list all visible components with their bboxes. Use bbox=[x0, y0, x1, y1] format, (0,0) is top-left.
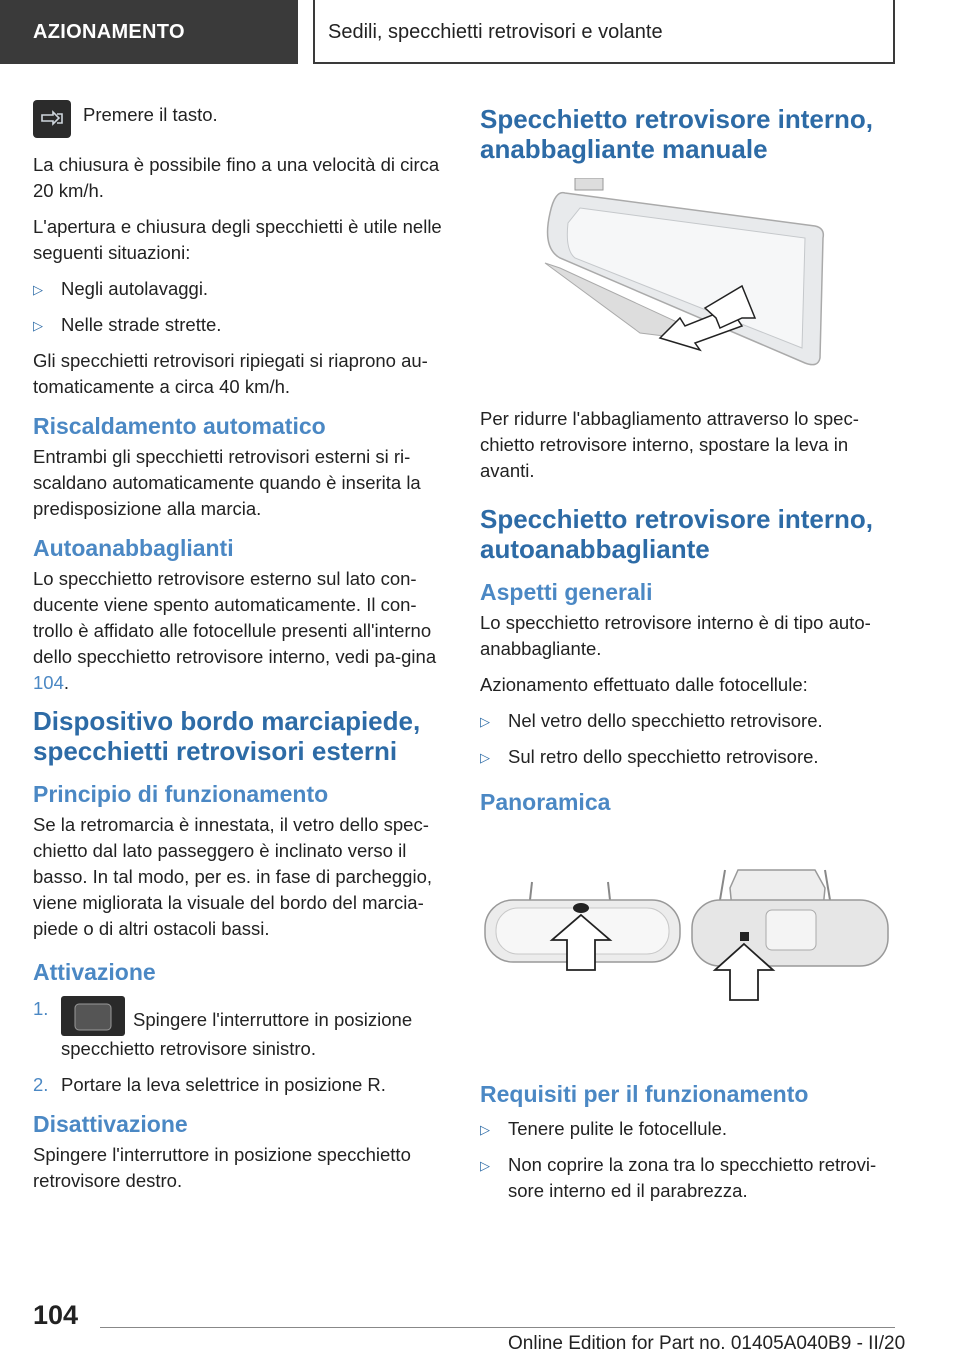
paragraph-speed: La chiusura è possibile fino a una velocità di circa 20 km/h. bbox=[33, 154, 440, 201]
step-item: 1. Spingere l'interruttore in posizione specchietto retrovisore sinistro. bbox=[33, 998, 413, 1059]
mirror-fold-key-row bbox=[33, 100, 451, 138]
page-link[interactable]: 104 bbox=[33, 672, 64, 693]
list-item: ▷ Sul retro dello specchietto retrovisore. bbox=[480, 744, 900, 770]
heading-auto-mirror: Specchietto retrovisore interno, autoanabbagliante bbox=[480, 504, 873, 564]
heading-requisiti: Requisiti per il funzionamento bbox=[480, 1081, 809, 1107]
heading-aspetti-generali: Aspetti generali bbox=[480, 579, 653, 605]
list-item: ▷ Non coprire la zona tra lo specchietto retrovi-sore interno ed il parabrezza. bbox=[480, 1154, 877, 1201]
step-number: 1. bbox=[33, 998, 49, 1019]
paragraph-situations: L'apertura e chiusura degli specchietti è utile nelle seguenti situazioni: bbox=[33, 216, 442, 263]
heading-manual-mirror: Specchietto retrovisore interno, anabbagliante manuale bbox=[480, 104, 873, 164]
paragraph-principio: Se la retromarcia è innestata, il vetro dello spec-chietto dal lato passeggero è inclinato verso il basso. In tal modo, per es. in fase di parcheggio, viene migliorata la visuale del bordo del marcia-piede o di altri ostacoli bassi. bbox=[33, 814, 433, 939]
page-number: 104 bbox=[33, 1300, 79, 1330]
paragraph-general-1: Lo specchietto retrovisore interno è di tipo auto-anabbagliante. bbox=[480, 612, 871, 659]
mirror-switch-icon bbox=[61, 996, 125, 1036]
triangle-bullet-icon: ▷ bbox=[480, 714, 490, 729]
chapter-title: Sedili, specchietti retrovisori e volante bbox=[313, 0, 895, 64]
heading-principio: Principio di funzionamento bbox=[33, 781, 329, 807]
edition-note: Online Edition for Part no. 01405A040B9 - II/20 bbox=[508, 1333, 906, 1354]
heading-riscaldamento: Riscaldamento automatico bbox=[33, 413, 326, 439]
list-item: ▷ Negli autolavaggi. bbox=[33, 276, 451, 302]
paragraph-riscaldamento: Entrambi gli specchietti retrovisori esterni si ri-scaldano automaticamente quando è inserita la predisposizione alla marcia. bbox=[33, 446, 421, 519]
paragraph-disattivazione: Spingere l'interruttore in posizione specchietto retrovisore destro. bbox=[33, 1144, 411, 1191]
triangle-bullet-icon: ▷ bbox=[480, 1158, 490, 1173]
manual-mirror-illustration bbox=[480, 178, 900, 378]
list-item: ▷ Nel vetro dello specchietto retrovisore. bbox=[480, 708, 900, 734]
right-column bbox=[480, 100, 900, 1214]
photocell-overview-illustration bbox=[480, 820, 900, 1060]
heading-disattivazione: Disattivazione bbox=[33, 1111, 188, 1137]
left-column bbox=[33, 100, 451, 1204]
paragraph-autoanabbaglianti: Lo specchietto retrovisore esterno sul lato con-ducente viene spento automaticamente. Il con-trollo è affidato alle fotocellule presenti all'interno dello specchietto retrovisore interno, vedi pa-gina 104. bbox=[33, 568, 437, 693]
triangle-bullet-icon: ▷ bbox=[33, 318, 43, 333]
heading-dispositivo: Dispositivo bordo marciapiede, specchietti retrovisori esterni bbox=[33, 706, 421, 766]
list-item: ▷ Nelle strade strette. bbox=[33, 312, 451, 338]
heading-attivazione: Attivazione bbox=[33, 959, 156, 985]
page-header bbox=[0, 0, 960, 66]
heading-panoramica: Panoramica bbox=[480, 789, 611, 815]
triangle-bullet-icon: ▷ bbox=[33, 282, 43, 297]
triangle-bullet-icon: ▷ bbox=[480, 750, 490, 765]
paragraph-manual-mirror: Per ridurre l'abbagliamento attraverso lo spec-chietto retrovisore interno, spostare la leva in avanti. bbox=[480, 408, 859, 481]
heading-autoanabbaglianti: Autoanabbaglianti bbox=[33, 535, 234, 561]
paragraph-reopen: Gli specchietti retrovisori ripiegati si riaprono au-tomaticamente a circa 40 km/h. bbox=[33, 350, 428, 397]
step-item: 2. Portare la leva selettrice in posizione R. bbox=[33, 1072, 451, 1098]
step-number: 2. bbox=[33, 1074, 49, 1095]
key-instruction: Premere il tasto. bbox=[83, 104, 218, 125]
triangle-bullet-icon: ▷ bbox=[480, 1122, 490, 1137]
section-tab: AZIONAMENTO bbox=[0, 0, 298, 64]
mirror-fold-button-icon bbox=[33, 100, 71, 138]
footer-divider bbox=[100, 1327, 895, 1328]
paragraph-general-2: Azionamento effettuato dalle fotocellule: bbox=[480, 674, 808, 695]
list-item: ▷ Tenere pulite le fotocellule. bbox=[480, 1116, 900, 1142]
